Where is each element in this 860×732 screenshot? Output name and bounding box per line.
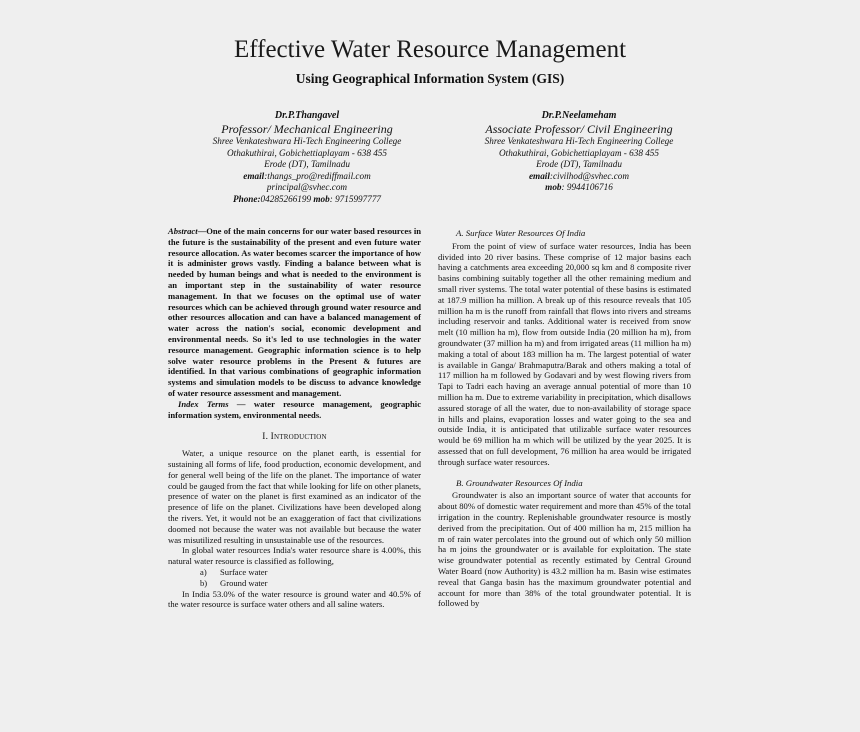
list-item-label: b) — [200, 577, 208, 588]
author-phone: 04285266199 — [260, 193, 312, 204]
author-email[interactable]: :thangs_pro@rediffmail.com — [264, 170, 371, 181]
author-block-2 — [432, 110, 726, 194]
author-phone-line — [160, 194, 454, 206]
author-college: Shree Venkateshwara Hi-Tech Engineering College — [484, 136, 674, 146]
paper-subtitle: Using Geographical Information System (GIS) — [295, 71, 565, 86]
index-terms — [168, 399, 421, 421]
author-role: Professor/ Mechanical Engineering — [221, 122, 393, 136]
mob-label: mob — [545, 182, 562, 193]
author-email-line — [432, 171, 726, 183]
left-column — [168, 226, 421, 610]
intro-paragraph: Water, a unique resource on the planet earth, is essential for sustaining all forms of life, food production, economic development, and for general well being of the life on the planet. The importance of water could be gauged from the fact that while looking for life on other planets, presence of water on the planet is first examined as an indicator of the presence of life on the planet. Civilizations have been developed along the rivers. Yet, it would not be an exaggeration of fact that civilizations doomed not because the water was not available but because the water was misutilized resulting in unsustainable use of the resources. — [168, 448, 421, 545]
author-role: Associate Professor/ Civil Engineering — [485, 122, 673, 136]
phone-label: Phone: — [232, 193, 261, 204]
email-label: email — [243, 170, 265, 181]
list-item — [200, 567, 421, 578]
author-mobile: : 9944106716 — [561, 182, 613, 193]
author-email[interactable]: :civilhod@svhec.com — [549, 170, 630, 181]
author-mobile-line — [432, 182, 726, 194]
author-email-line — [160, 171, 454, 183]
abstract-text: —One of the main concerns for our water based resources in the future is the sustainability of the present and even future water resource allocation. As water becomes scarcer the importance of how it is administer grows vastly. Finding a balance between what is needed by human beings and what is needed to the environment is an important step in the sustainability of water resource management. In that we focuses on the optimal use of water resources which can be achieved through ground water resource and other resources allocation and can have a balanced management of water across the nation's social, economic development and environmental needs. So it's led to use technologies in the water resource management. Geographic information science is to help solve water resource problems in the Present & futures are identified. In that various combinations of geographic information systems and simulation models to be discuss to advance knowledge of water resource assessment and management. — [168, 226, 421, 398]
author-name: Dr.P.Thangavel — [274, 110, 340, 121]
intro-paragraph: In India 53.0% of the water resource is ground water and 40.5% of the water resource is surface water others and all saline waters. — [168, 588, 421, 610]
intro-paragraph: In global water resources India's water resource share is 4.00%, this natural water resource is classified as following, — [168, 545, 421, 567]
abstract — [168, 226, 421, 399]
author-name: Dr.P.Neelameham — [541, 110, 617, 121]
mob-label: mob — [313, 193, 330, 204]
subsection-heading-groundwater: B. Groundwater Resources Of India — [456, 477, 583, 488]
author-email-2[interactable]: principal@svhec.com — [266, 182, 348, 193]
list-item-label: a) — [200, 566, 207, 577]
author-address: Erode (DT), Tamilnadu — [536, 159, 622, 170]
subsection-heading-surface-water: A. Surface Water Resources Of India — [456, 228, 586, 238]
list-item — [200, 578, 421, 589]
groundwater-paragraph: Groundwater is also an important source of water that accounts for about 80% of domestic water requirement and more than 45% of the total irrigation in the country. Replenishable groundwater resource is mostly derived from the precipitation. Out of 400 million ha m, 215 million ha m of rain water percolates into the ground out of which only 50 million ha m joins the groundwater or is available for exploitation. The state wise groundwater potential as recently estimated by Central Ground Water Board (now Authority) is 43.2 million ha m. Basin wise estimates reveal that Ganga basin has the maximum groundwater potential and account for more than 38% of the total groundwater potential. It is followed by — [438, 490, 691, 609]
author-address: Erode (DT), Tamilnadu — [264, 159, 350, 170]
abstract-lead: Abstract — [168, 226, 198, 236]
author-block-1 — [160, 110, 454, 206]
right-column — [438, 228, 691, 609]
index-terms-text: — water resource management, geographic information system, environmental needs. — [168, 398, 422, 420]
surface-water-paragraph: From the point of view of surface water resources, India has been divided into 20 river basins. These comprise of 12 major basins each having a catchments area exceeding 20,000 sq km and 8 composite river basins combining suitably together all the other remaining medium and small river systems. The total water potential of these basins is estimated at 187.9 million ha million. A break up of this resource reveals that 105 million ha m is the runoff from rainfall that flows into rivers and streams including reservoir and tanks. Additional water is received from snow melt (10 million ha m), flow from outside India (20 million ha m), from groundwater (37 million ha m) and from irrigated areas (11 million ha m) making a total of about 183 million ha m. The largest potential of water is available in Ganga/ Brahmaputra/Barak and others making a total of 117 million ha m followed by Godavari and by west flowing rivers from Tapi to Tadri each having an average annual potential of more than 10 million ha m. Due to extreme variability in precipitation, which disallows assured storage of all the water, due to non-availability of storage space in hills and plains, evaporation losses and water going to the sea and outside India, it is anticipated that utilizable surface water resources would be 69 million ha m which will be utilized by the year 2025. It is assessed that on full development, 76 million ha area would be irrigated through surface water resources. — [438, 240, 691, 467]
list-item-text: Surface water — [220, 566, 268, 577]
section-heading-introduction: I. Introduction — [262, 432, 327, 443]
author-address: Othakuthirai, Gobichettiaplayam - 638 455 — [499, 147, 659, 158]
author-mobile: : 9715997777 — [329, 193, 382, 204]
index-terms-lead: Index Terms — [178, 398, 229, 409]
email-label: email — [528, 170, 550, 181]
author-address: Othakuthirai, Gobichettiaplayam - 638 455 — [227, 147, 387, 158]
author-college: Shree Venkateshwara Hi-Tech Engineering College — [212, 136, 402, 146]
paper-title: Effective Water Resource Management — [233, 36, 627, 63]
classification-list — [168, 567, 421, 589]
list-item-text: Ground water — [220, 577, 268, 588]
